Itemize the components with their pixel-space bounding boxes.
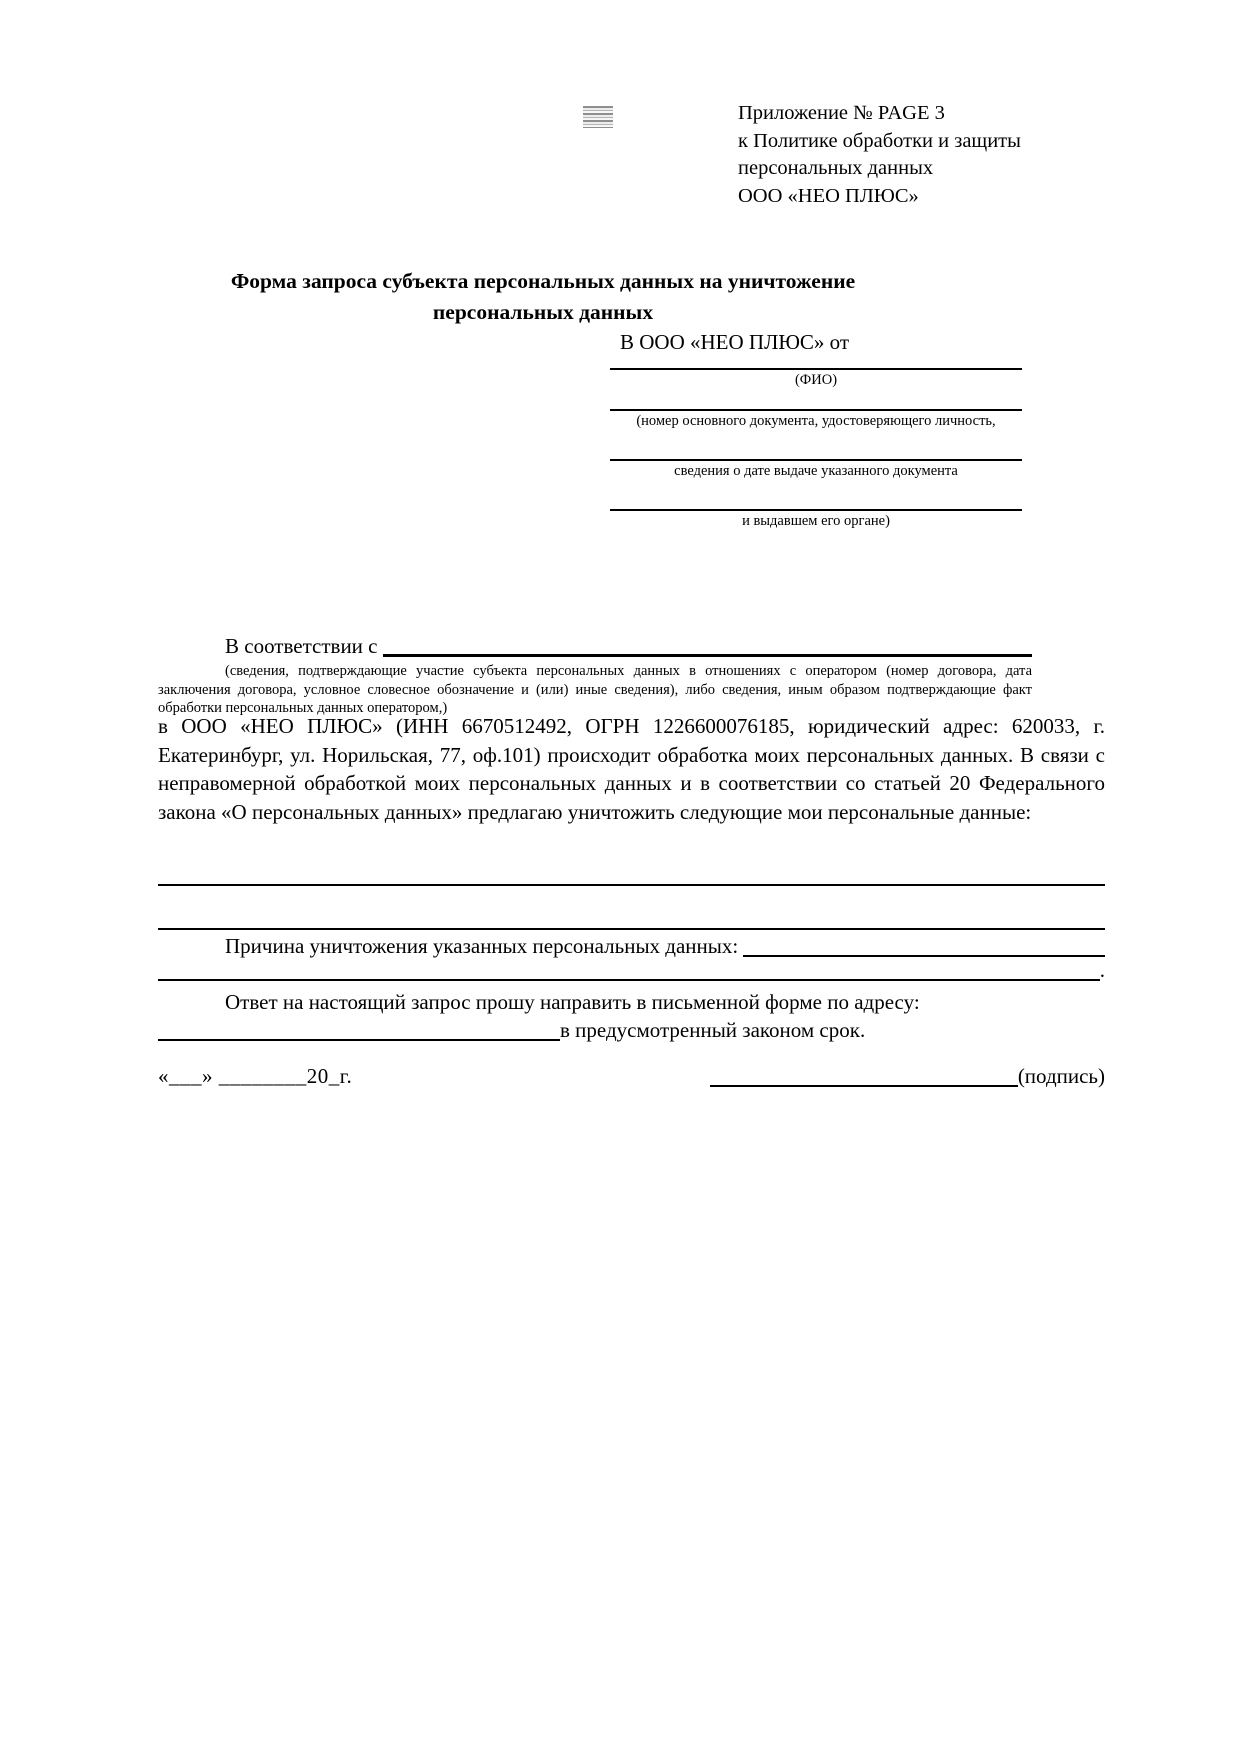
fio-blank-line bbox=[610, 368, 1022, 370]
data-to-destroy-blank-line-1 bbox=[158, 884, 1105, 886]
reason-continuation-row bbox=[158, 956, 1105, 984]
form-title-line1: Форма запроса субъекта персональных данных на уничтожение bbox=[230, 269, 856, 293]
signature-blank-line bbox=[710, 1085, 1018, 1087]
appendix-header-line3: персональных данных bbox=[738, 157, 934, 179]
form-title-line2: персональных данных bbox=[432, 300, 654, 324]
answer-tail: в предусмотренный законом срок. bbox=[560, 1018, 866, 1042]
appendix-header-line1: Приложение № PAGE 3 bbox=[738, 102, 945, 124]
accordance-row bbox=[158, 632, 1032, 660]
accordance-label: В соответствии с bbox=[225, 634, 383, 658]
reason-blank-line-2 bbox=[158, 979, 1100, 981]
address-blank-line bbox=[158, 1039, 560, 1041]
document-number-blank-line bbox=[610, 409, 1022, 411]
date-line: «___» ________20_г. bbox=[158, 1064, 353, 1088]
issuing-authority-caption: и выдавшем его органе) bbox=[742, 513, 890, 529]
issuing-authority-blank-line bbox=[610, 509, 1022, 511]
issue-date-caption: сведения о дате выдаче указанного документа bbox=[674, 463, 958, 479]
accordance-blank-line bbox=[383, 654, 1032, 657]
signature-group bbox=[710, 1062, 1105, 1090]
issue-date-blank-line bbox=[610, 459, 1022, 461]
appendix-header bbox=[738, 100, 1098, 210]
reason-label: Причина уничтожения указанных персональных данных: bbox=[225, 934, 744, 958]
appendix-header-line2: к Политике обработки и защиты bbox=[738, 129, 1021, 152]
answer-row bbox=[158, 988, 1105, 1016]
embedded-object-icon bbox=[583, 106, 613, 128]
answer-instruction: Ответ на настоящий запрос прошу направить в письменной форме по адресу: bbox=[225, 990, 920, 1014]
fineprint-note: (сведения, подтверждающие участие субъекта персональных данных в отношениях с оператором (номер договора, дата заключения договора, условное словесное обозначение и (или) иные сведения), либо сведения, иным образом подтверждающие факт обработки персональных данных оператором,) bbox=[158, 663, 1032, 716]
address-row bbox=[158, 1016, 1105, 1044]
addressee-line: В ООО «НЕО ПЛЮС» от bbox=[620, 330, 850, 354]
form-title bbox=[158, 266, 928, 328]
appendix-header-line4: ООО «НЕО ПЛЮС» bbox=[738, 184, 919, 207]
document-number-caption: (номер основного документа, удостоверяющего личность, bbox=[636, 413, 996, 429]
date-signature-row bbox=[158, 1062, 1105, 1090]
fio-caption: (ФИО) bbox=[794, 372, 838, 388]
period-text: . bbox=[1099, 958, 1105, 982]
data-to-destroy-blank-line-2 bbox=[158, 928, 1105, 930]
body-paragraph: в ООО «НЕО ПЛЮС» (ИНН 6670512492, ОГРН 1226600076185, юридический адрес: 620033, г. Екатеринбург, ул. Норильская, 77, оф.101) происходит обработка моих персональных данных. В связи с неправомерной обработкой моих персональных данных и в соответствии со статьей 20 Федерального закона «О персональных данных» предлагаю уничтожить следующие мои персональные данные: bbox=[158, 714, 1105, 824]
signature-caption: (подпись) bbox=[1017, 1064, 1105, 1088]
